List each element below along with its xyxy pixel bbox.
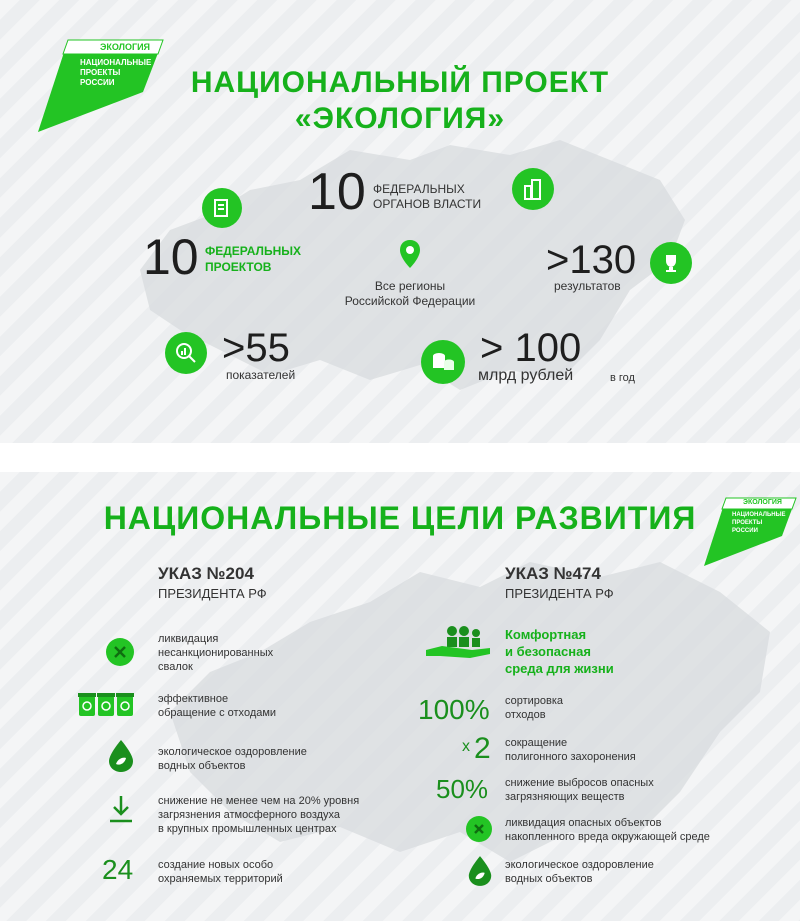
- logo-line1: НАЦИОНАЛЬНЫЕ: [80, 58, 152, 67]
- federal-organs-line1: ФЕДЕРАЛЬНЫХ: [373, 182, 465, 196]
- indicators-label: показателей: [226, 368, 296, 382]
- left-item-4: снижение не менее чем на 20% уровня загрязнения атмосферного воздуха в крупных промышленных центрах: [158, 795, 360, 835]
- left-sub: ПРЕЗИДЕНТА РФ: [158, 586, 267, 601]
- federal-organs-line2: ОРГАНОВ ВЛАСТИ: [373, 197, 482, 211]
- federal-organs-number: 10: [308, 163, 366, 221]
- logo-small-line3: РОССИИ: [732, 528, 758, 534]
- top-title-line1: НАЦИОНАЛЬНЫЙ ПРОЕКТ: [190, 66, 610, 99]
- magnifier-chart-icon: [165, 332, 207, 374]
- logo-small-label: ЭКОЛОГИЯ: [743, 499, 782, 506]
- cross-circle-icon-2: [466, 816, 492, 842]
- recycle-bins-icon: [78, 692, 134, 723]
- left-item-1: ликвидация несанкционированных свалок: [158, 633, 274, 673]
- water-drop-leaf-icon-2: [466, 854, 494, 893]
- logo-line2: ПРОЕКТЫ: [80, 68, 121, 77]
- left-item-5-number: 24: [102, 854, 134, 885]
- left-item-2: эффективное обращение с отходами: [158, 693, 277, 719]
- right-item-3-number: 50%: [436, 774, 489, 804]
- bottom-panel: [0, 472, 800, 921]
- funding-suffix: в год: [610, 372, 635, 384]
- federal-projects-line1: ФЕДЕРАЛЬНЫХ: [205, 244, 302, 258]
- right-item-2: сокращение полигонного захоронения: [505, 737, 636, 763]
- logo-small-line1: НАЦИОНАЛЬНЫЕ: [732, 512, 786, 518]
- top-title-line2: «ЭКОЛОГИЯ»: [294, 102, 506, 135]
- right-item-5: экологическое оздоровление водных объектов: [505, 859, 654, 885]
- right-item-2-prefix: x: [462, 738, 470, 755]
- logo-small-line2: ПРОЕКТЫ: [732, 520, 763, 526]
- top-panel: [0, 0, 800, 443]
- ecology-logo-small: [698, 496, 798, 568]
- results-number: >130: [546, 238, 637, 282]
- right-item-4: ликвидация опасных объектов накопленного вреда окружающей среде: [505, 817, 710, 843]
- trophy-icon: [650, 242, 692, 284]
- ecology-logo: [28, 36, 168, 136]
- people-hand-icon: [422, 622, 494, 667]
- funding-label: млрд рублей: [478, 367, 574, 384]
- down-arrow-icon: [108, 794, 134, 829]
- right-item-1: сортировка отходов: [505, 695, 564, 721]
- location-pin-icon: [398, 238, 422, 277]
- left-heading: УКАЗ №204: [158, 564, 254, 583]
- regions-line1: Все регионы: [374, 279, 446, 293]
- water-drop-leaf-icon: [106, 738, 136, 779]
- right-item-3: снижение выбросов опасных загрязняющих веществ: [505, 777, 654, 803]
- coins-icon: [421, 340, 465, 384]
- left-item-3: экологическое оздоровление водных объектов: [158, 746, 307, 772]
- right-heading: УКАЗ №474: [505, 564, 601, 583]
- funding-number: > 100: [480, 326, 582, 370]
- results-label: результатов: [554, 279, 621, 293]
- bottom-title: НАЦИОНАЛЬНЫЕ ЦЕЛИ РАЗВИТИЯ: [103, 500, 697, 536]
- logo-label: ЭКОЛОГИЯ: [100, 42, 151, 52]
- cross-circle-icon: [106, 638, 134, 666]
- right-sub: ПРЕЗИДЕНТА РФ: [505, 586, 614, 601]
- federal-projects-line2: ПРОЕКТОВ: [205, 260, 272, 274]
- documents-icon: [202, 188, 242, 228]
- right-highlight: Комфортная и безопасная среда для жизни: [505, 627, 614, 676]
- right-item-1-number: 100%: [418, 694, 490, 725]
- indicators-number: >55: [222, 326, 290, 370]
- regions-line2: Российской Федерации: [344, 294, 476, 308]
- left-item-5: создание новых особо охраняемых территорий: [158, 859, 283, 885]
- logo-line3: РОССИИ: [80, 78, 115, 87]
- federal-projects-number: 10: [143, 229, 199, 285]
- right-item-2-number: 2: [474, 732, 491, 765]
- building-icon: [512, 168, 554, 210]
